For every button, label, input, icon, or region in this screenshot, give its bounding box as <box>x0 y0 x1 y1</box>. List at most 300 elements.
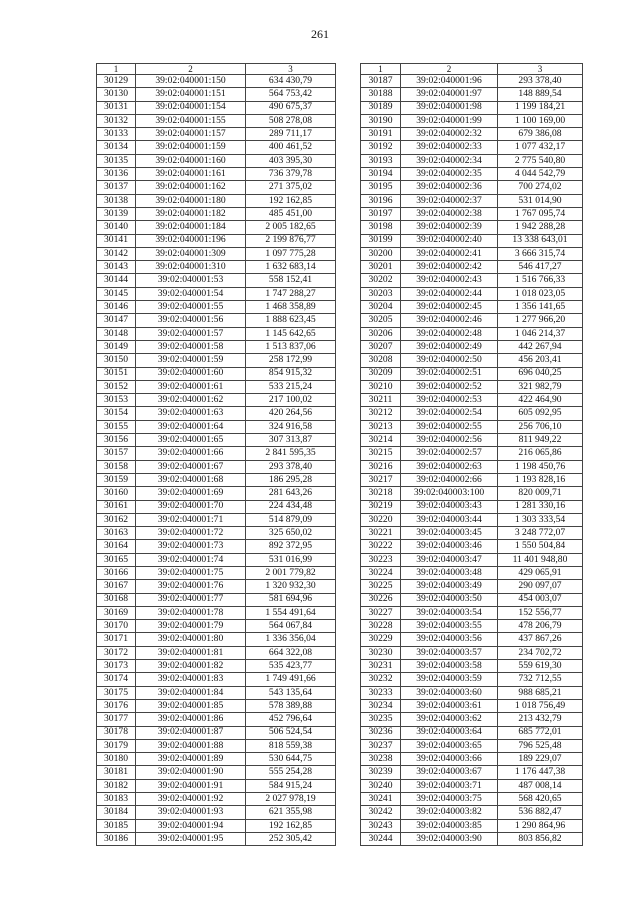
cadastral-number-cell: 39:02:040001:80 <box>136 633 246 646</box>
cadastral-number-cell: 39:02:040003:66 <box>401 753 498 766</box>
value-cell: 1 888 623,45 <box>246 314 336 327</box>
row-number-cell: 30129 <box>97 75 136 88</box>
table-row <box>361 739 583 752</box>
table-row <box>361 274 583 287</box>
cadastral-number-cell: 39:02:040001:83 <box>136 673 246 686</box>
row-number-cell: 30200 <box>361 247 401 260</box>
value-cell: 696 040,25 <box>498 367 583 380</box>
value-cell: 2 199 876,77 <box>246 234 336 247</box>
value-cell: 1 290 864,96 <box>498 819 583 832</box>
table-row <box>97 793 336 806</box>
value-cell: 293 378,40 <box>498 75 583 88</box>
row-number-cell: 30137 <box>97 181 136 194</box>
table-row <box>361 633 583 646</box>
value-cell: 3 248 772,07 <box>498 527 583 540</box>
value-cell: 217 100,02 <box>246 394 336 407</box>
row-number-cell: 30226 <box>361 593 401 606</box>
table-row <box>97 420 336 433</box>
value-cell: 456 203,41 <box>498 354 583 367</box>
value-cell: 664 322,08 <box>246 646 336 659</box>
value-cell: 531 014,90 <box>498 194 583 207</box>
cadastral-number-cell: 39:02:040003:43 <box>401 500 498 513</box>
value-cell: 289 711,17 <box>246 128 336 141</box>
cadastral-number-cell: 39:02:040001:73 <box>136 540 246 553</box>
value-cell: 803 856,82 <box>498 832 583 845</box>
row-number-cell: 30147 <box>97 314 136 327</box>
value-cell: 732 712,55 <box>498 673 583 686</box>
cadastral-number-cell: 39:02:040002:41 <box>401 247 498 260</box>
row-number-cell: 30163 <box>97 527 136 540</box>
cadastral-number-cell: 39:02:040002:55 <box>401 420 498 433</box>
header-cell-1: 1 <box>97 64 136 75</box>
table-row <box>97 247 336 260</box>
row-number-cell: 30130 <box>97 88 136 101</box>
cadastral-number-cell: 39:02:040002:39 <box>401 221 498 234</box>
table-row <box>361 713 583 726</box>
cadastral-number-cell: 39:02:040002:43 <box>401 274 498 287</box>
table-row <box>97 194 336 207</box>
row-number-cell: 30184 <box>97 806 136 819</box>
table-row <box>97 500 336 513</box>
table-row <box>361 447 583 460</box>
table-row <box>361 327 583 340</box>
row-number-cell: 30212 <box>361 407 401 420</box>
cadastral-number-cell: 39:02:040001:310 <box>136 261 246 274</box>
table-row <box>97 168 336 181</box>
cadastral-number-cell: 39:02:040002:46 <box>401 314 498 327</box>
row-number-cell: 30230 <box>361 646 401 659</box>
table-row <box>97 473 336 486</box>
row-number-cell: 30151 <box>97 367 136 380</box>
value-cell: 820 009,71 <box>498 487 583 500</box>
value-cell: 325 650,02 <box>246 527 336 540</box>
value-cell: 1 199 184,21 <box>498 101 583 114</box>
row-number-cell: 30165 <box>97 553 136 566</box>
table-row <box>97 713 336 726</box>
row-number-cell: 30224 <box>361 566 401 579</box>
value-cell: 234 702,72 <box>498 646 583 659</box>
page-number: 261 <box>311 27 329 41</box>
cadastral-number-cell: 39:02:040001:99 <box>401 114 498 127</box>
cadastral-number-cell: 39:02:040001:71 <box>136 513 246 526</box>
value-cell: 1 749 491,66 <box>246 673 336 686</box>
table-row <box>361 247 583 260</box>
row-number-cell: 30146 <box>97 301 136 314</box>
cadastral-number-cell: 39:02:040002:45 <box>401 301 498 314</box>
value-cell: 487 008,14 <box>498 779 583 792</box>
table-row <box>361 367 583 380</box>
value-cell: 252 305,42 <box>246 832 336 845</box>
cadastral-number-cell: 39:02:040002:48 <box>401 327 498 340</box>
cadastral-number-cell: 39:02:040003:71 <box>401 779 498 792</box>
cadastral-number-cell: 39:02:040002:63 <box>401 460 498 473</box>
row-number-cell: 30197 <box>361 207 401 220</box>
row-number-cell: 30135 <box>97 154 136 167</box>
table-row <box>97 88 336 101</box>
row-number-cell: 30178 <box>97 726 136 739</box>
cadastral-number-cell: 39:02:040003:64 <box>401 726 498 739</box>
cadastral-number-cell: 39:02:040001:55 <box>136 301 246 314</box>
value-cell: 422 464,90 <box>498 394 583 407</box>
cadastral-number-cell: 39:02:040001:66 <box>136 447 246 460</box>
cadastral-number-cell: 39:02:040002:50 <box>401 354 498 367</box>
cadastral-number-cell: 39:02:040001:58 <box>136 340 246 353</box>
table-row <box>97 513 336 526</box>
cadastral-number-cell: 39:02:040001:59 <box>136 354 246 367</box>
row-number-cell: 30157 <box>97 447 136 460</box>
row-number-cell: 30139 <box>97 207 136 220</box>
cadastral-number-cell: 39:02:040003:54 <box>401 606 498 619</box>
table-row <box>361 593 583 606</box>
table-row <box>361 340 583 353</box>
value-cell: 1 100 169,00 <box>498 114 583 127</box>
table-row <box>361 221 583 234</box>
table-row <box>97 234 336 247</box>
table-row <box>97 314 336 327</box>
row-number-cell: 30176 <box>97 699 136 712</box>
table-row <box>97 660 336 673</box>
table-row <box>361 301 583 314</box>
row-number-cell: 30210 <box>361 380 401 393</box>
row-number-cell: 30235 <box>361 713 401 726</box>
cadastral-number-cell: 39:02:040003:60 <box>401 686 498 699</box>
row-number-cell: 30196 <box>361 194 401 207</box>
row-number-cell: 30142 <box>97 247 136 260</box>
cadastral-number-cell: 39:02:040001:69 <box>136 487 246 500</box>
table-row <box>97 380 336 393</box>
cadastral-number-cell: 39:02:040001:64 <box>136 420 246 433</box>
cadastral-number-cell: 39:02:040001:60 <box>136 367 246 380</box>
header-row <box>361 64 583 75</box>
row-number-cell: 30233 <box>361 686 401 699</box>
value-cell: 1 046 214,37 <box>498 327 583 340</box>
cadastral-number-cell: 39:02:040001:74 <box>136 553 246 566</box>
value-cell: 13 338 643,01 <box>498 234 583 247</box>
table-row <box>361 753 583 766</box>
value-cell: 1 198 450,76 <box>498 460 583 473</box>
cadastral-number-cell: 39:02:040001:84 <box>136 686 246 699</box>
cadastral-number-cell: 39:02:040003:58 <box>401 660 498 673</box>
value-cell: 2 005 182,65 <box>246 221 336 234</box>
cadastral-number-cell: 39:02:040003:62 <box>401 713 498 726</box>
cadastral-number-cell: 39:02:040001:61 <box>136 380 246 393</box>
table-row <box>97 221 336 234</box>
table-row <box>97 340 336 353</box>
cadastral-number-cell: 39:02:040001:82 <box>136 660 246 673</box>
row-number-cell: 30199 <box>361 234 401 247</box>
cadastral-number-cell: 39:02:040001:68 <box>136 473 246 486</box>
table-row <box>361 819 583 832</box>
row-number-cell: 30222 <box>361 540 401 553</box>
row-number-cell: 30223 <box>361 553 401 566</box>
row-number-cell: 30182 <box>97 779 136 792</box>
table-row <box>361 154 583 167</box>
row-number-cell: 30241 <box>361 793 401 806</box>
row-number-cell: 30162 <box>97 513 136 526</box>
value-cell: 796 525,48 <box>498 739 583 752</box>
value-cell: 1 303 333,54 <box>498 513 583 526</box>
row-number-cell: 30194 <box>361 168 401 181</box>
cadastral-number-cell: 39:02:040002:37 <box>401 194 498 207</box>
table-row <box>361 75 583 88</box>
value-cell: 1 077 432,17 <box>498 141 583 154</box>
value-cell: 281 643,26 <box>246 487 336 500</box>
cadastral-number-cell: 39:02:040001:151 <box>136 88 246 101</box>
cadastral-number-cell: 39:02:040002:53 <box>401 394 498 407</box>
row-number-cell: 30187 <box>361 75 401 88</box>
cadastral-number-cell: 39:02:040002:40 <box>401 234 498 247</box>
table-row <box>361 793 583 806</box>
table-row <box>97 540 336 553</box>
header-cell-3: 3 <box>498 64 583 75</box>
header-row <box>97 64 336 75</box>
table-row <box>361 380 583 393</box>
row-number-cell: 30192 <box>361 141 401 154</box>
table-row <box>97 527 336 540</box>
table-row <box>97 407 336 420</box>
cadastral-number-cell: 39:02:040001:180 <box>136 194 246 207</box>
row-number-cell: 30148 <box>97 327 136 340</box>
row-number-cell: 30186 <box>97 832 136 845</box>
value-cell: 1 176 447,38 <box>498 766 583 779</box>
row-number-cell: 30193 <box>361 154 401 167</box>
table-row <box>361 194 583 207</box>
row-number-cell: 30237 <box>361 739 401 752</box>
row-number-cell: 30195 <box>361 181 401 194</box>
cadastral-number-cell: 39:02:040002:36 <box>401 181 498 194</box>
table-row <box>97 766 336 779</box>
cadastral-number-cell: 39:02:040001:97 <box>401 88 498 101</box>
value-cell: 1 632 683,14 <box>246 261 336 274</box>
cadastral-number-cell: 39:02:040003:44 <box>401 513 498 526</box>
value-cell: 307 313,87 <box>246 434 336 447</box>
value-cell: 546 417,27 <box>498 261 583 274</box>
table-row <box>361 407 583 420</box>
table-row <box>361 580 583 593</box>
row-number-cell: 30189 <box>361 101 401 114</box>
cadastral-number-cell: 39:02:040001:65 <box>136 434 246 447</box>
value-cell: 148 889,54 <box>498 88 583 101</box>
table-row <box>97 779 336 792</box>
value-cell: 506 524,54 <box>246 726 336 739</box>
cadastral-number-cell: 39:02:040001:67 <box>136 460 246 473</box>
row-number-cell: 30154 <box>97 407 136 420</box>
cadastral-number-cell: 39:02:040002:52 <box>401 380 498 393</box>
table-row <box>97 593 336 606</box>
value-cell: 224 434,48 <box>246 500 336 513</box>
table-row <box>361 261 583 274</box>
row-number-cell: 30181 <box>97 766 136 779</box>
row-number-cell: 30150 <box>97 354 136 367</box>
table-row <box>97 75 336 88</box>
left-table-body <box>97 64 336 846</box>
row-number-cell: 30160 <box>97 487 136 500</box>
row-number-cell: 30152 <box>97 380 136 393</box>
table-row <box>97 301 336 314</box>
table-row <box>97 553 336 566</box>
cadastral-number-cell: 39:02:040003:61 <box>401 699 498 712</box>
cadastral-number-cell: 39:02:040001:150 <box>136 75 246 88</box>
table-row <box>361 699 583 712</box>
value-cell: 1 277 966,20 <box>498 314 583 327</box>
row-number-cell: 30220 <box>361 513 401 526</box>
table-row <box>97 447 336 460</box>
value-cell: 2 027 978,19 <box>246 793 336 806</box>
table-row <box>361 832 583 845</box>
row-number-cell: 30238 <box>361 753 401 766</box>
value-cell: 892 372,95 <box>246 540 336 553</box>
row-number-cell: 30161 <box>97 500 136 513</box>
value-cell: 584 915,24 <box>246 779 336 792</box>
cadastral-number-cell: 39:02:040003:45 <box>401 527 498 540</box>
value-cell: 11 401 948,80 <box>498 553 583 566</box>
value-cell: 258 172,99 <box>246 354 336 367</box>
row-number-cell: 30217 <box>361 473 401 486</box>
row-number-cell: 30153 <box>97 394 136 407</box>
cadastral-number-cell: 39:02:040001:88 <box>136 739 246 752</box>
cadastral-number-cell: 39:02:040001:86 <box>136 713 246 726</box>
row-number-cell: 30203 <box>361 287 401 300</box>
table-row <box>361 473 583 486</box>
value-cell: 216 065,86 <box>498 447 583 460</box>
table-row <box>361 806 583 819</box>
value-cell: 2 841 595,35 <box>246 447 336 460</box>
cadastral-number-cell: 39:02:040001:76 <box>136 580 246 593</box>
cadastral-number-cell: 39:02:040003:49 <box>401 580 498 593</box>
value-cell: 988 685,21 <box>498 686 583 699</box>
row-number-cell: 30218 <box>361 487 401 500</box>
row-number-cell: 30214 <box>361 434 401 447</box>
row-number-cell: 30188 <box>361 88 401 101</box>
row-number-cell: 30227 <box>361 606 401 619</box>
value-cell: 420 264,56 <box>246 407 336 420</box>
table-row <box>97 327 336 340</box>
value-cell: 1 550 504,84 <box>498 540 583 553</box>
cadastral-number-cell: 39:02:040001:62 <box>136 394 246 407</box>
value-cell: 321 982,79 <box>498 380 583 393</box>
cadastral-number-cell: 39:02:040003:100 <box>401 487 498 500</box>
row-number-cell: 30170 <box>97 620 136 633</box>
table-row <box>361 420 583 433</box>
cadastral-number-cell: 39:02:040003:56 <box>401 633 498 646</box>
table-row <box>97 673 336 686</box>
cadastral-number-cell: 39:02:040003:46 <box>401 540 498 553</box>
value-cell: 293 378,40 <box>246 460 336 473</box>
row-number-cell: 30136 <box>97 168 136 181</box>
row-number-cell: 30201 <box>361 261 401 274</box>
table-row <box>97 606 336 619</box>
value-cell: 621 355,98 <box>246 806 336 819</box>
table-row <box>361 394 583 407</box>
table-row <box>97 354 336 367</box>
table-row <box>97 394 336 407</box>
table-row <box>97 128 336 141</box>
row-number-cell: 30131 <box>97 101 136 114</box>
row-number-cell: 30174 <box>97 673 136 686</box>
cadastral-number-cell: 39:02:040001:81 <box>136 646 246 659</box>
value-cell: 490 675,37 <box>246 101 336 114</box>
row-number-cell: 30228 <box>361 620 401 633</box>
value-cell: 189 229,07 <box>498 753 583 766</box>
value-cell: 530 644,75 <box>246 753 336 766</box>
value-cell: 478 206,79 <box>498 620 583 633</box>
row-number-cell: 30240 <box>361 779 401 792</box>
cadastral-number-cell: 39:02:040003:47 <box>401 553 498 566</box>
table-row <box>361 487 583 500</box>
value-cell: 290 097,07 <box>498 580 583 593</box>
table-row <box>361 234 583 247</box>
cadastral-number-cell: 39:02:040002:32 <box>401 128 498 141</box>
table-row <box>97 832 336 845</box>
cadastral-number-cell: 39:02:040001:157 <box>136 128 246 141</box>
table-row <box>361 646 583 659</box>
value-cell: 400 461,52 <box>246 141 336 154</box>
value-cell: 736 379,78 <box>246 168 336 181</box>
value-cell: 152 556,77 <box>498 606 583 619</box>
row-number-cell: 30145 <box>97 287 136 300</box>
table-row <box>97 633 336 646</box>
cadastral-number-cell: 39:02:040001:63 <box>136 407 246 420</box>
cadastral-number-cell: 39:02:040001:154 <box>136 101 246 114</box>
value-cell: 1 193 828,16 <box>498 473 583 486</box>
cadastral-number-cell: 39:02:040002:54 <box>401 407 498 420</box>
value-cell: 533 215,24 <box>246 380 336 393</box>
cadastral-number-cell: 39:02:040003:85 <box>401 819 498 832</box>
value-cell: 685 772,01 <box>498 726 583 739</box>
row-number-cell: 30209 <box>361 367 401 380</box>
value-cell: 514 879,09 <box>246 513 336 526</box>
value-cell: 1 145 642,65 <box>246 327 336 340</box>
cadastral-number-cell: 39:02:040001:96 <box>401 75 498 88</box>
table-row <box>361 101 583 114</box>
value-cell: 1 281 330,16 <box>498 500 583 513</box>
header-cell-1: 1 <box>361 64 401 75</box>
table-row <box>361 553 583 566</box>
row-number-cell: 30231 <box>361 660 401 673</box>
cadastral-number-cell: 39:02:040002:42 <box>401 261 498 274</box>
row-number-cell: 30133 <box>97 128 136 141</box>
value-cell: 454 003,07 <box>498 593 583 606</box>
value-cell: 452 796,64 <box>246 713 336 726</box>
cadastral-number-cell: 39:02:040002:57 <box>401 447 498 460</box>
table-row <box>97 114 336 127</box>
cadastral-number-cell: 39:02:040003:55 <box>401 620 498 633</box>
value-cell: 634 430,79 <box>246 75 336 88</box>
table-row <box>97 699 336 712</box>
table-row <box>361 500 583 513</box>
table-row <box>361 660 583 673</box>
table-row <box>361 114 583 127</box>
row-number-cell: 30172 <box>97 646 136 659</box>
row-number-cell: 30236 <box>361 726 401 739</box>
cadastral-number-cell: 39:02:040001:184 <box>136 221 246 234</box>
row-number-cell: 30132 <box>97 114 136 127</box>
value-cell: 1 356 141,65 <box>498 301 583 314</box>
row-number-cell: 30171 <box>97 633 136 646</box>
value-cell: 1 767 095,74 <box>498 207 583 220</box>
row-number-cell: 30204 <box>361 301 401 314</box>
table-row <box>97 261 336 274</box>
row-number-cell: 30202 <box>361 274 401 287</box>
cadastral-number-cell: 39:02:040003:65 <box>401 739 498 752</box>
row-number-cell: 30211 <box>361 394 401 407</box>
value-cell: 403 395,30 <box>246 154 336 167</box>
value-cell: 811 949,22 <box>498 434 583 447</box>
cadastral-number-cell: 39:02:040001:162 <box>136 181 246 194</box>
table-row <box>97 739 336 752</box>
value-cell: 1 554 491,64 <box>246 606 336 619</box>
table-row <box>97 367 336 380</box>
